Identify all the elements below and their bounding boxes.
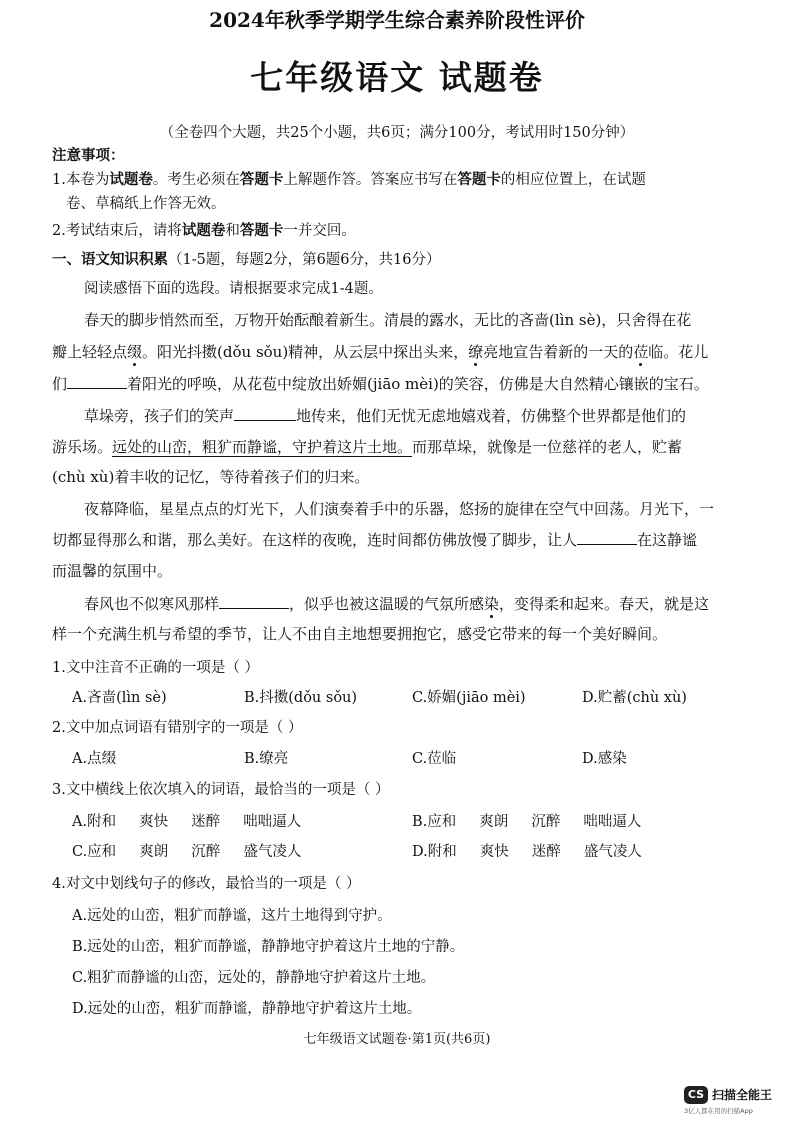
q4-option-c: C.粗犷而静谧的山峦，远处的，静静地守护着这片土地。: [72, 970, 436, 986]
question-4: 4.对文中划线句子的修改，最恰当的一项是（ ）: [52, 876, 361, 892]
dotted-char: 缀: [127, 343, 143, 361]
q1-option-b: B.抖擞(dǒu sǒu): [244, 690, 358, 706]
fill-blank-1: [67, 373, 127, 389]
q2-option-b: B.缭亮: [244, 751, 289, 767]
q2-option-c: C.莅临: [412, 751, 457, 767]
dotted-char: 莅: [633, 343, 649, 361]
paper-subtitle: （全卷四个大题，共25个小题，共6页；满分100分，考试用时150分钟）: [159, 125, 635, 141]
passage-p3-line2: 切都显得那么和谐，那么美好。在这样的夜晚，连时间都仿佛放慢了脚步，让人 在这静谧: [52, 531, 698, 549]
question-1: 1.文中注音不正确的一项是（ ）: [52, 660, 259, 676]
passage-p3-line3: 而温馨的氛围中。: [52, 562, 173, 580]
dotted-char: 缭: [468, 343, 484, 361]
underlined-sentence: 远处的山峦，粗犷而静谧，守护着这片土地。: [112, 438, 413, 456]
watermark-sub: 3亿人都在用的扫描App: [684, 1107, 753, 1115]
question-2: 2.文中加点词语有错别字的一项是（ ）: [52, 720, 303, 736]
page-footer: 七年级语文试题卷·第1页(共6页): [303, 1032, 491, 1047]
question-3: 3.文中横线上依次填入的词语，最恰当的一项是（ ）: [52, 782, 390, 798]
passage-p4-line2: 样一个充满生机与希望的季节，让人不由自主地想要拥抱它，感受它带来的每一个美好瞬间。: [52, 625, 668, 643]
q4-option-b: B.远处的山峦，粗犷而静谧，静静地守护着这片土地的宁静。: [72, 939, 465, 955]
exam-title: 2024年秋季学期学生综合素养阶段性评价: [209, 8, 585, 32]
dotted-char: 染: [484, 595, 500, 613]
passage-p4-line1: 春风也不似寒风那样 ，似乎也被这温暖的气氛所感染，变得柔和起来。春天，就是这: [84, 595, 710, 613]
notice-item-1-line2: 卷、草稿纸上作答无效。: [66, 196, 226, 212]
passage-p1-line3: 们 着阳光的呼唤，从花苞中绽放出娇媚(jiāo mèi)的笑容，仿佛是大自然精心镶嵌的宝石。: [52, 375, 709, 393]
section-1-heading: 一、语文知识积累（1-5题，每题2分，第6题6分，共16分）: [52, 251, 441, 268]
passage-p1-line2: 瓣上轻轻点缀。阳光抖擞(dǒu sǒu)精神，从云层中探出头来，缭亮地宣告着新的一天的莅临。花儿: [52, 343, 709, 361]
q2-option-d: D.感染: [582, 751, 627, 767]
section-1-intro: 阅读感悟下面的选段。请根据要求完成1-4题。: [84, 281, 383, 297]
q2-option-a: A.点缀: [72, 751, 117, 767]
q3-option-c: C.应和 爽朗 沉醉 盛气凌人: [72, 844, 302, 860]
q3-option-d: D.附和 爽快 迷醉 盛气凌人: [412, 844, 642, 860]
notice-item-1: 1.本卷为试题卷。考生必须在答题卡上解题作答。答案应书写在答题卡的相应位置上，在试题: [52, 171, 646, 188]
q1-option-d: D.贮蓄(chù xù): [582, 690, 687, 706]
paper-title: 七年级语文 试题卷: [250, 58, 544, 97]
q4-option-a: A.远处的山峦，粗犷而静谧，这片土地得到守护。: [72, 908, 392, 924]
camscanner-logo-icon: CS: [684, 1086, 708, 1104]
scanner-watermark: [684, 1084, 788, 1116]
notice-item-2: 2.考试结束后，请将试题卷和答题卡一并交回。: [52, 222, 356, 239]
watermark-name: 扫描全能王: [712, 1088, 773, 1102]
notice-heading: 注意事项：: [52, 147, 125, 164]
passage-p1-line1: 春天的脚步悄然而至，万物开始酝酿着新生。清晨的露水，无比的吝啬(lìn sè)，只舍得在花: [84, 311, 692, 329]
passage-p3-line1: 夜幕降临，星星点点的灯光下，人们演奏着手中的乐器，悠扬的旋律在空气中回荡。月光下，一: [84, 500, 715, 518]
fill-blank-4: [219, 593, 289, 609]
passage-p2-line2: 游乐场。远处的山峦，粗犷而静谧，守护着这片土地。而那草垛，就像是一位慈祥的老人，贮蓄: [52, 438, 683, 456]
q3-option-b: B.应和 爽朗 沉醉 咄咄逼人: [412, 814, 642, 830]
q1-option-a: A.吝啬(lìn sè): [72, 690, 167, 706]
q3-option-a: A.附和 爽快 迷醉 咄咄逼人: [72, 814, 302, 830]
q1-option-c: C.娇媚(jiāo mèi): [412, 690, 526, 706]
passage-p2-line1: 草垛旁，孩子们的笑声 地传来，他们无忧无虑地嬉戏着，仿佛整个世界都是他们的: [84, 407, 687, 425]
passage-p2-line3: (chù xù)着丰收的记忆，等待着孩子们的归来。: [52, 468, 370, 486]
fill-blank-2: [234, 405, 296, 421]
fill-blank-3: [577, 529, 637, 545]
q4-option-d: D.远处的山峦，粗犷而静谧，静静地守护着这片土地。: [72, 1001, 422, 1017]
